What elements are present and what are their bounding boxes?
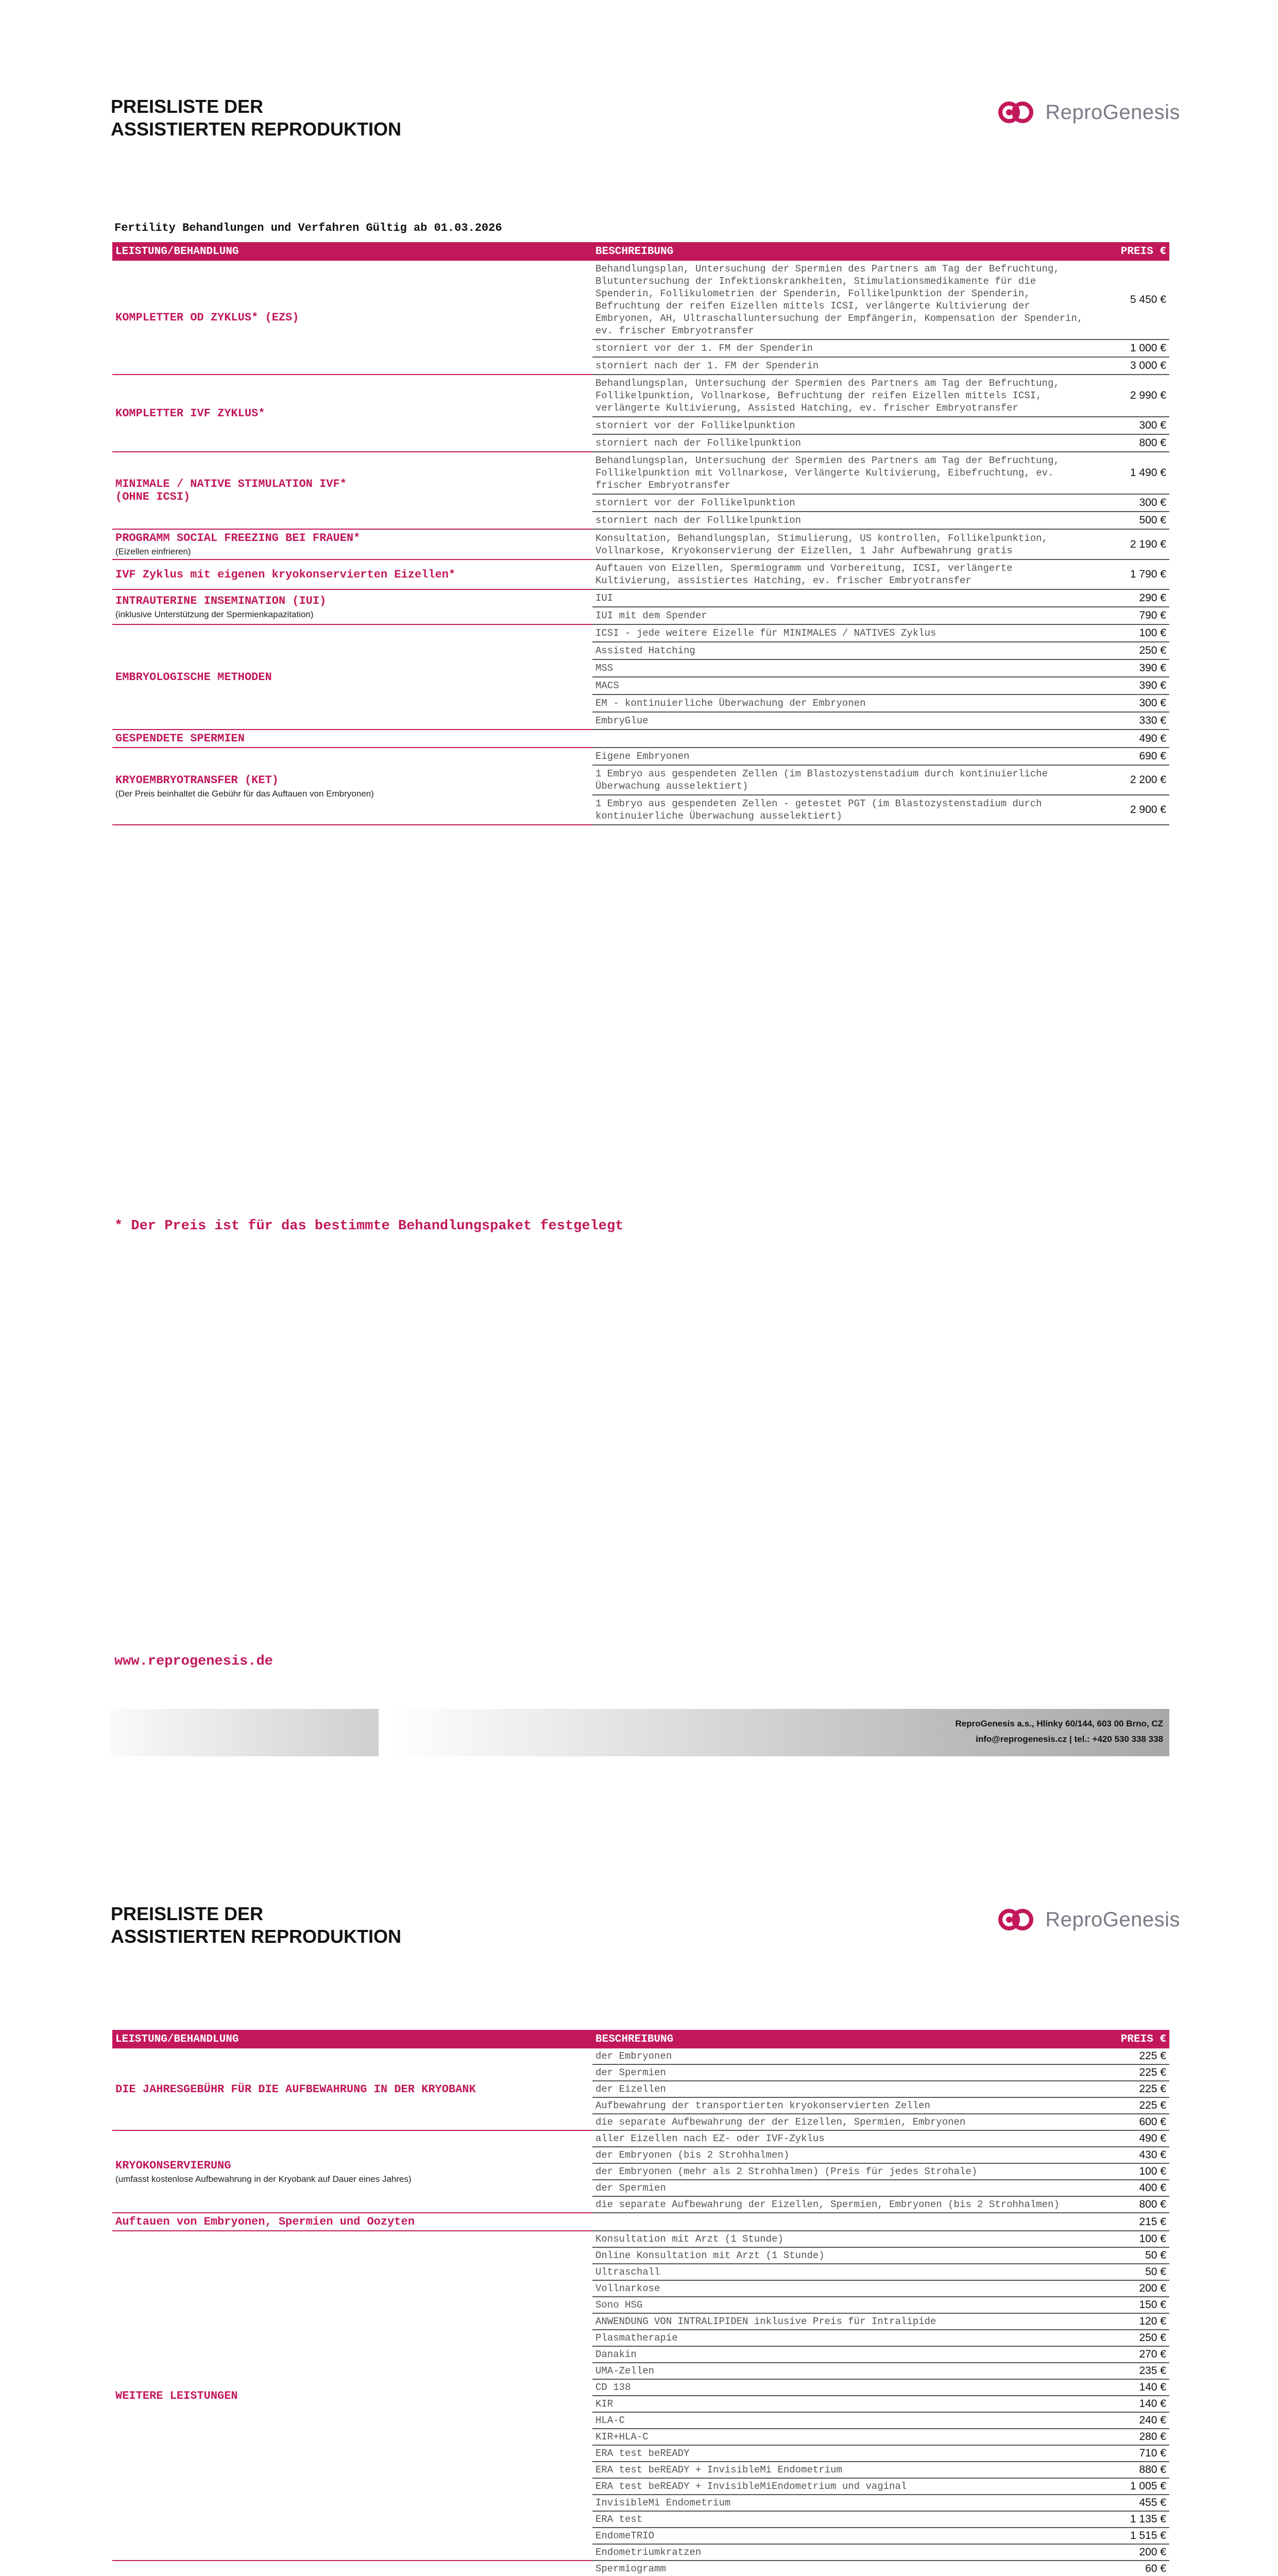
service-price: 280 € [1091,2429,1169,2445]
table-row [112,529,1169,560]
reprogenesis-logo [992,1904,1180,1935]
service-price: 1 515 € [1091,2528,1169,2544]
service-description: IUI [592,589,1091,607]
logo-text: ReproGenesis [1045,100,1180,124]
service-description: KIR+HLA-C [592,2429,1091,2445]
service-price: 3 000 € [1091,357,1169,375]
service-price: 390 € [1091,659,1169,677]
footer-address-block [956,1716,1163,1747]
service-price: 330 € [1091,712,1169,730]
service-description: der Spermien [592,2180,1091,2196]
service-name: EMBRYOLOGISCHE METHODEN [115,670,272,684]
service-description: Danakin [592,2346,1091,2363]
table-row [112,589,1169,607]
service-name: GESPENDETE SPERMIEN [115,732,245,745]
service-description: storniert nach der Follikelpunktion [592,512,1091,529]
service-price: 100 € [1091,2231,1169,2247]
service-description: Spermiogramm [592,2561,1091,2576]
service-price: 1 000 € [1091,340,1169,357]
service-category [112,529,592,560]
table-row [112,261,1169,340]
table-header-row [112,242,1169,261]
service-name: KOMPLETTER IVF ZYKLUS* [115,406,265,420]
service-name: IVF Zyklus mit eigenen kryokonservierten Eizellen* [115,568,456,581]
service-description: ERA test [592,2511,1091,2528]
service-description: ANWENDUNG VON INTRALIPIDEN inklusive Preis für Intralipide [592,2313,1091,2330]
service-price: 455 € [1091,2495,1169,2511]
footnote: * Der Preis ist für das bestimmte Behandlungspaket festgelegt [114,1218,624,1234]
service-description: Behandlungsplan, Untersuchung der Spermien des Partners am Tag der Befruchtung, Follikelpunktion mit Vollnarkose, Verlängerte Kultivierung, Eibefruchtung, ev. frischer Embryotransfer [592,452,1091,494]
service-name: KRYOKONSERVIERUNG [115,2159,231,2172]
page-footer [111,1709,1169,1756]
service-name: WEITERE LEISTUNGEN [115,2389,238,2402]
table-header-row [112,2030,1169,2048]
service-category [112,2048,592,2130]
service-description: Auftauen von Eizellen, Spermiogramm und Vorbereitung, ICSI, verlängerte Kultivierung, assistiertes Hatching, ev. frischer Embryotransfer [592,560,1091,589]
service-description: die separate Aufbewahrung der der Eizellen, Spermien, Embryonen [592,2114,1091,2130]
header-service: LEISTUNG/BEHANDLUNG [112,2030,592,2048]
header-description: BESCHREIBUNG [592,2030,1091,2048]
service-description: ICSI - jede weitere Eizelle für MINIMALES / NATIVES Zyklus [592,624,1091,642]
service-description: storniert vor der 1. FM der Spenderin [592,340,1091,357]
service-name: DIE JAHRESGEBÜHR FÜR DIE AUFBEWAHRUNG IN DER KRYOBANK [115,2082,476,2096]
header-service: LEISTUNG/BEHANDLUNG [112,242,592,261]
service-price: 140 € [1091,2379,1169,2396]
title-line-1: PREISLISTE DER [111,1903,264,1924]
service-price: 300 € [1091,694,1169,712]
service-description: Behandlungsplan, Untersuchung der Spermien des Partners am Tag der Befruchtung, Follikelpunktion, Vollnarkose, Befruchtung der reifen Eizellen mittels ICSI, verlängerte Kultivierung, Assisted Hatching, ev. frischer Embryotransfer [592,375,1091,417]
service-price: 120 € [1091,2313,1169,2330]
title-line-2: ASSISTIERTEN REPRODUKTION [111,118,402,140]
table-row [112,2048,1169,2064]
service-description: Sono HSG [592,2297,1091,2313]
header-description: BESCHREIBUNG [592,242,1091,261]
service-price: 215 € [1091,2213,1169,2231]
table-row [112,748,1169,765]
price-list-page-2 [0,1807,1278,2576]
service-description: Konsultation mit Arzt (1 Stunde) [592,2231,1091,2247]
footer-decoration-left [111,1709,379,1756]
validity-subtitle: Fertility Behandlungen und Verfahren Gültig ab 01.03.2026 [114,222,502,234]
price-table-2 [112,2030,1169,2576]
footer-address: ReproGenesis a.s., Hlinky 60/144, 603 00 Brno, CZ [955,1719,1163,1728]
service-price: 235 € [1091,2363,1169,2379]
header-price: PREIS € [1091,2030,1169,2048]
table-row [112,730,1169,748]
service-price: 2 900 € [1091,795,1169,825]
service-price: 790 € [1091,607,1169,624]
service-note: (inklusive Unterstützung der Spermienkapazitation) [115,609,314,619]
service-price: 800 € [1091,2196,1169,2213]
service-description: EmbryGlue [592,712,1091,730]
service-description: Assisted Hatching [592,642,1091,659]
service-description: UMA-Zellen [592,2363,1091,2379]
service-price: 500 € [1091,512,1169,529]
title-line-2: ASSISTIERTEN REPRODUKTION [111,1926,402,1947]
rings-logo-icon [992,1905,1041,1934]
price-table-1 [112,242,1169,825]
service-price: 200 € [1091,2544,1169,2561]
service-price: 1 490 € [1091,452,1169,494]
service-description: der Embryonen (bis 2 Strohhalmen) [592,2147,1091,2163]
service-price: 400 € [1091,2180,1169,2196]
title-line-1: PREISLISTE DER [111,96,264,117]
service-description: Plasmatherapie [592,2330,1091,2346]
service-description: der Embryonen [592,2048,1091,2064]
service-price: 250 € [1091,2330,1169,2346]
service-description: der Eizellen [592,2081,1091,2097]
service-description: Ultraschall [592,2264,1091,2280]
service-name-line-2: (OHNE ICSI) [115,490,191,503]
service-price: 5 450 € [1091,261,1169,340]
service-description: ERA test beREADY + InvisibleMi Endometrium [592,2462,1091,2478]
service-category [112,375,592,452]
service-note: (umfasst kostenlose Aufbewahrung in der Kryobank auf Dauer eines Jahres) [115,2174,412,2184]
table-row [112,2213,1169,2231]
logo-text: ReproGenesis [1045,1908,1180,1931]
service-description: die separate Aufbewahrung der Eizellen, Spermien, Embryonen (bis 2 Strohhalmen) [592,2196,1091,2213]
service-price: 710 € [1091,2445,1169,2462]
service-category [112,2231,592,2561]
service-price: 225 € [1091,2097,1169,2114]
service-description [592,2213,1091,2231]
rings-logo-icon [992,98,1041,127]
service-description [592,730,1091,748]
service-description: Aufbewahrung der transportierten kryokonservierten Zellen [592,2097,1091,2114]
reprogenesis-logo [992,97,1180,128]
service-description: MACS [592,677,1091,694]
service-description: storniert vor der Follikelpunktion [592,494,1091,512]
service-price: 200 € [1091,2280,1169,2297]
service-price: 2 190 € [1091,529,1169,560]
service-description: ERA test beREADY [592,2445,1091,2462]
service-price: 2 990 € [1091,375,1169,417]
service-description: IUI mit dem Spender [592,607,1091,624]
service-price: 490 € [1091,2130,1169,2147]
service-price: 270 € [1091,2346,1169,2363]
service-name: MINIMALE / NATIVE STIMULATION IVF* [115,478,347,490]
service-description: Vollnarkose [592,2280,1091,2297]
service-description: CD 138 [592,2379,1091,2396]
service-price: 800 € [1091,434,1169,452]
table-row [112,2130,1169,2147]
service-price: 150 € [1091,2297,1169,2313]
service-price: 225 € [1091,2081,1169,2097]
service-price: 300 € [1091,417,1169,434]
service-description: der Spermien [592,2064,1091,2081]
service-category [112,560,592,589]
service-description: 1 Embryo aus gespendeten Zellen - getestet PGT (im Blastozystenstadium durch kontinuierliche Überwachung ausselektiert) [592,795,1091,825]
service-description: Endometriumkratzen [592,2544,1091,2561]
service-name: INTRAUTERINE INSEMINATION (IUI) [115,594,327,607]
service-price: 250 € [1091,642,1169,659]
service-price: 390 € [1091,677,1169,694]
service-description: der Embryonen (mehr als 2 Strohhalmen) (Preis für jedes Strohale) [592,2163,1091,2180]
service-category [112,2561,592,2576]
service-price: 240 € [1091,2412,1169,2429]
service-description: HLA-C [592,2412,1091,2429]
service-description: storniert nach der 1. FM der Spenderin [592,357,1091,375]
service-category [112,730,592,748]
service-price: 290 € [1091,589,1169,607]
service-category [112,589,592,624]
service-category [112,624,592,730]
website-link[interactable]: www.reprogenesis.de [114,1654,273,1669]
service-category [112,261,592,375]
service-description: KIR [592,2396,1091,2412]
service-price: 225 € [1091,2064,1169,2081]
service-price: 1 005 € [1091,2478,1169,2495]
service-price: 690 € [1091,748,1169,765]
service-description: storniert nach der Follikelpunktion [592,434,1091,452]
service-category [112,2130,592,2213]
service-description: MSS [592,659,1091,677]
service-price: 225 € [1091,2048,1169,2064]
page-title [111,95,401,141]
header-price: PREIS € [1091,242,1169,261]
service-price: 50 € [1091,2264,1169,2280]
service-price: 50 € [1091,2247,1169,2264]
service-name: PROGRAMM SOCIAL FREEZING BEI FRAUEN* [115,532,361,545]
table-row [112,560,1169,589]
service-price: 880 € [1091,2462,1169,2478]
service-description: Eigene Embryonen [592,748,1091,765]
service-description: Behandlungsplan, Untersuchung der Spermien des Partners am Tag der Befruchtung, Blutuntersuchung der Infektionskrankheiten, Stimulationsmedikamente für die Spenderin, Follikulometrien der Spenderin, Follikelpunktion der Spenderin, Befruchtung der reifen Eizellen mittels ICSI, verlängerte Kultivierung der Embryonen, AH, Ultraschalluntersuchung der Empfängerin, Kompensation der Spenderin, ev. frischer Embryotransfer [592,261,1091,340]
service-description: storniert vor der Follikelpunktion [592,417,1091,434]
service-category [112,452,592,529]
service-price: 430 € [1091,2147,1169,2163]
table-row [112,452,1169,494]
service-price: 100 € [1091,2163,1169,2180]
service-description: ERA test beREADY + InvisibleMiEndometrium und vaginal [592,2478,1091,2495]
service-name: KOMPLETTER OD ZYKLUS* (EZS) [115,311,299,324]
service-name: Auftauen von Embryonen, Spermien und Oozyten [115,2215,415,2228]
service-description: Online Konsultation mit Arzt (1 Stunde) [592,2247,1091,2264]
service-description: EM - kontinuierliche Überwachung der Embryonen [592,694,1091,712]
service-price: 300 € [1091,494,1169,512]
service-price: 140 € [1091,2396,1169,2412]
table-row [112,2561,1169,2576]
service-price: 100 € [1091,624,1169,642]
service-description: Konsultation, Behandlungsplan, Stimulierung, US kontrollen, Follikelpunktion, Vollnarkose, Kryokonservierung der Eizellen, 1 Jahr Aufbewahrung gratis [592,529,1091,560]
footer-contact: info@reprogenesis.cz | tel.: +420 530 338 338 [976,1734,1163,1744]
table-row [112,2231,1169,2247]
service-note: (Der Preis beinhaltet die Gebühr für das Auftauen von Embryonen) [115,788,374,799]
service-description: InvisibleMi Endometrium [592,2495,1091,2511]
page-title [111,1903,401,1948]
service-price: 60 € [1091,2561,1169,2576]
service-price: 1 135 € [1091,2511,1169,2528]
service-price: 600 € [1091,2114,1169,2130]
table-row [112,624,1169,642]
service-description: aller Eizellen nach EZ- oder IVF-Zyklus [592,2130,1091,2147]
service-category [112,2213,592,2231]
service-price: 2 200 € [1091,765,1169,795]
service-price: 490 € [1091,730,1169,748]
service-name: KRYOEMBRYOTRANSFER (KET) [115,773,279,787]
service-note: (Eizellen einfrieren) [115,547,191,556]
service-price: 1 790 € [1091,560,1169,589]
service-description: 1 Embryo aus gespendeten Zellen (im Blastozystenstadium durch kontinuierliche Überwachung ausselektiert) [592,765,1091,795]
service-category [112,748,592,825]
service-description: EndomeTRIO [592,2528,1091,2544]
table-row [112,375,1169,417]
